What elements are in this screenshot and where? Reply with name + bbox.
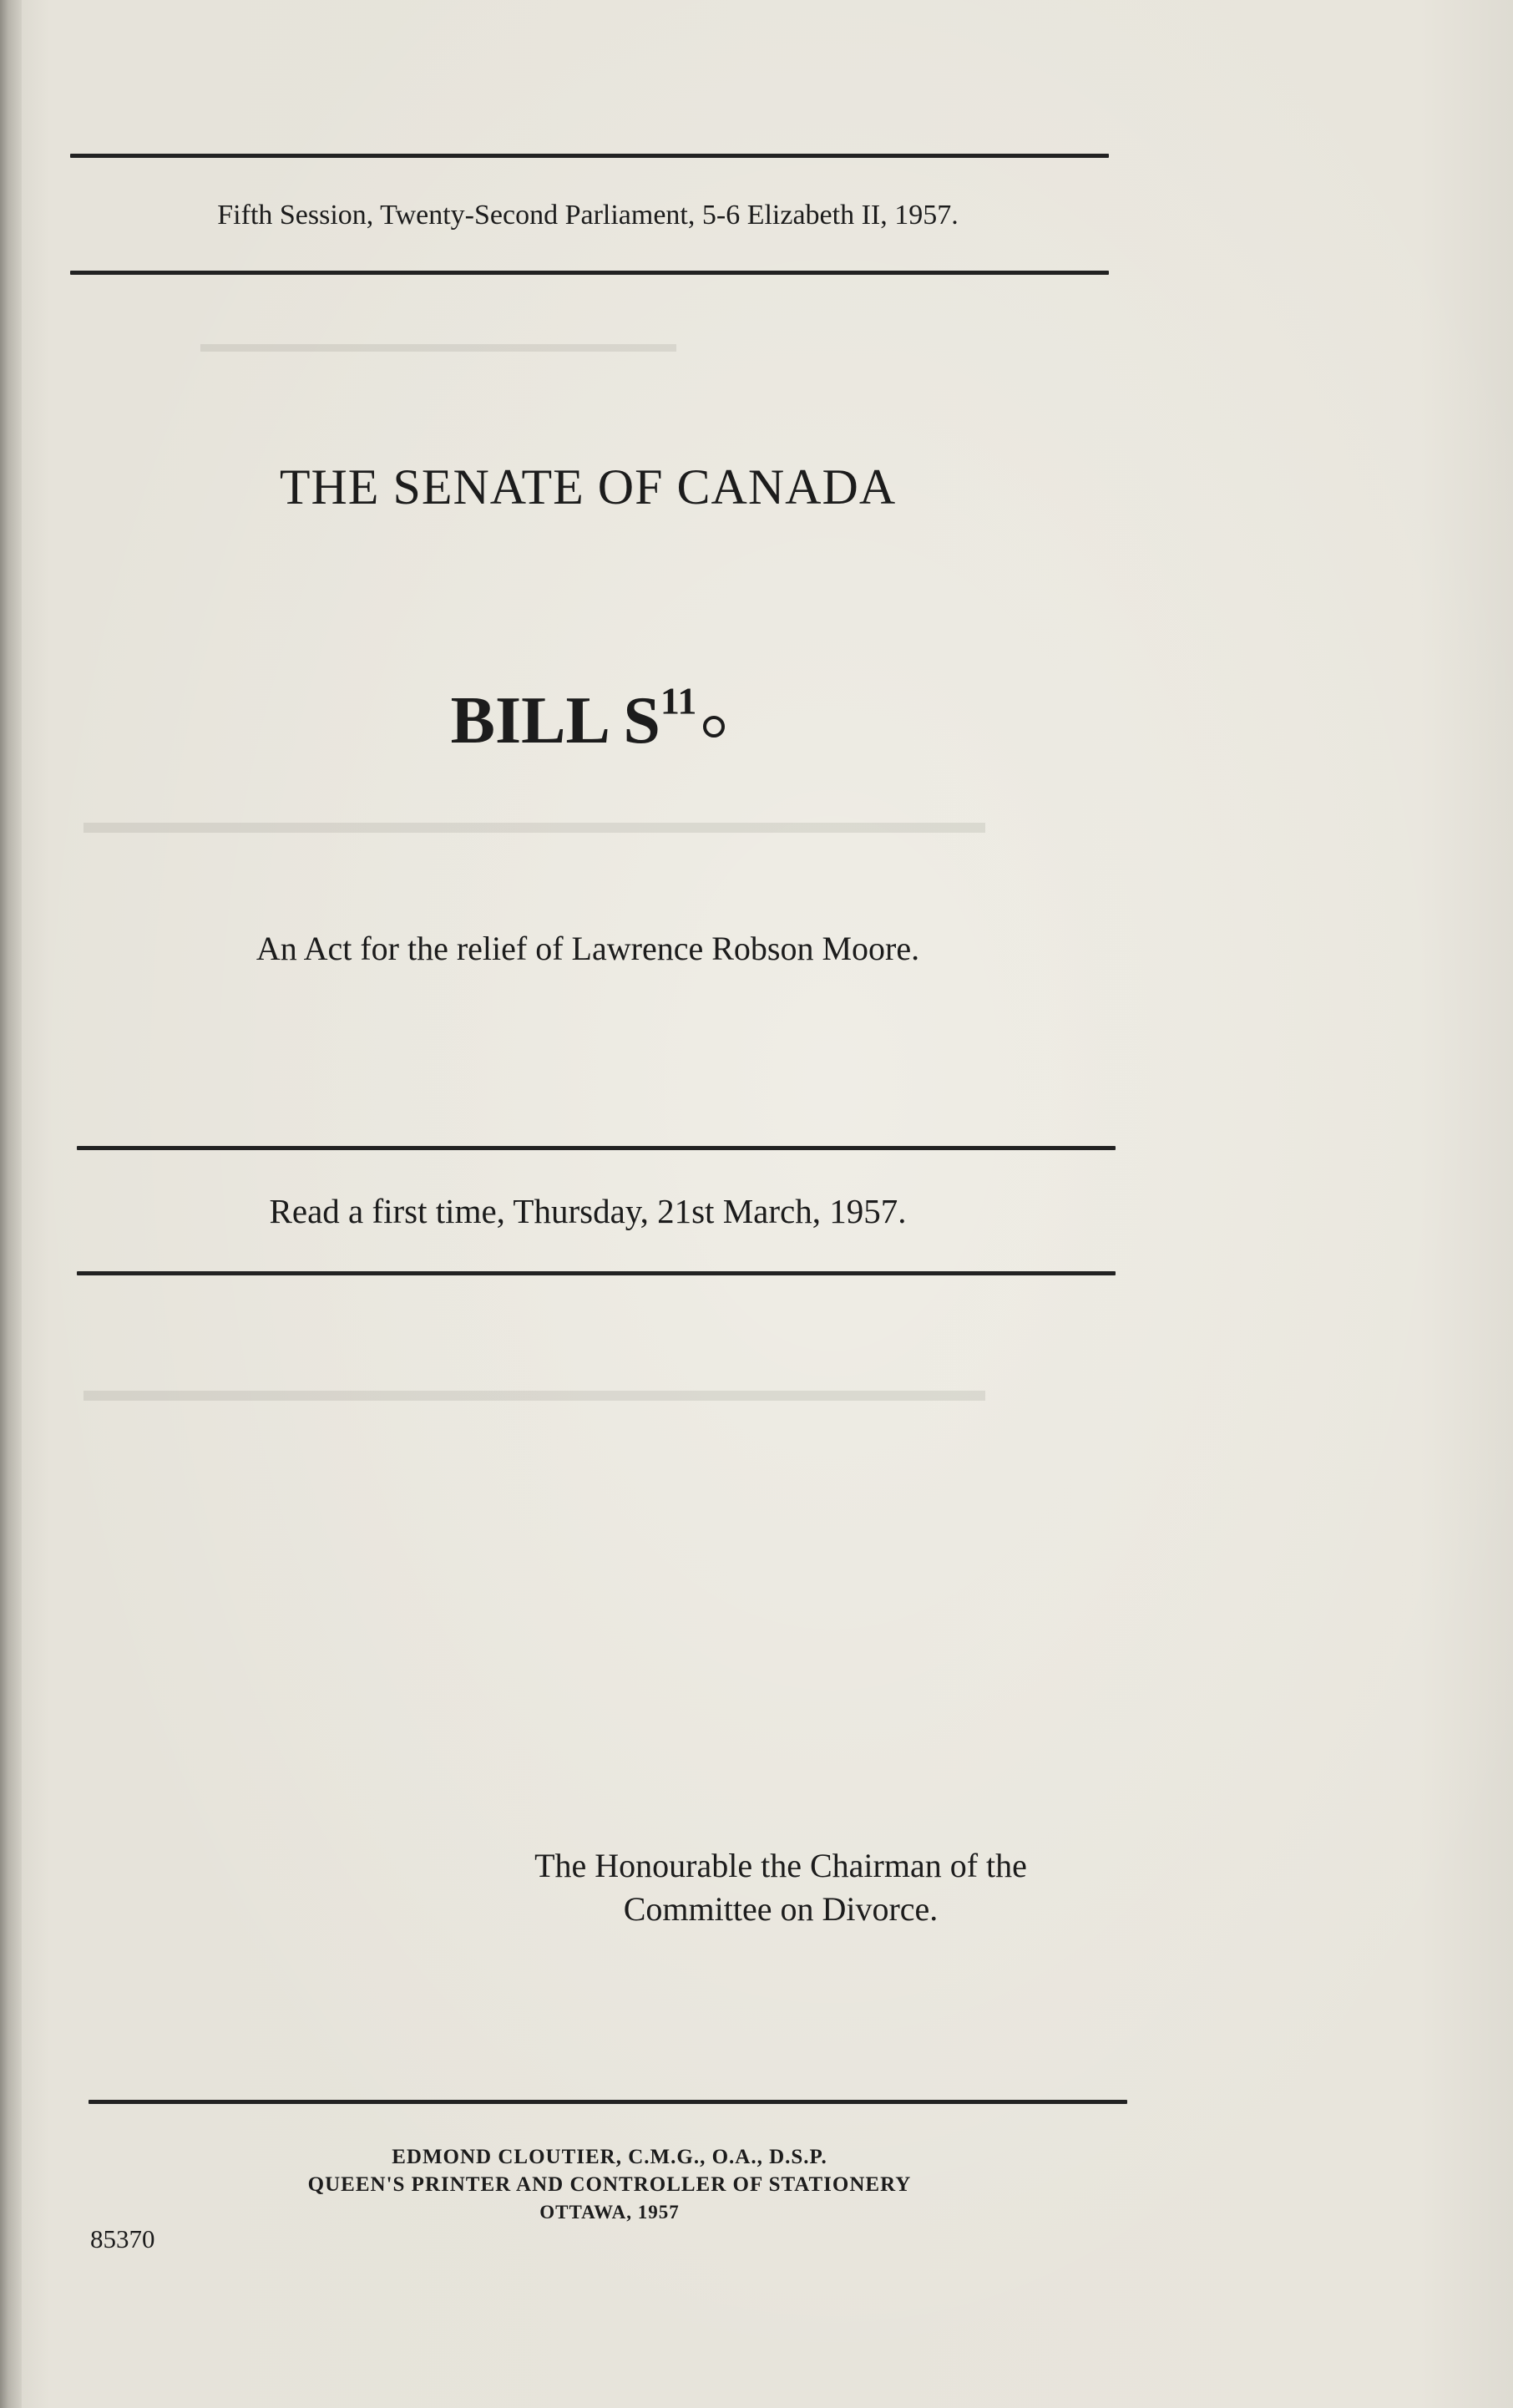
document-number: 85370	[90, 2224, 155, 2253]
act-description: An Act for the relief of Lawrence Robson Moore.	[256, 930, 920, 967]
sponsor-line-2: Committee on Divorce.	[623, 1890, 939, 1928]
bleed-through-text: ▬▬▬▬▬▬▬▬▬▬▬▬▬▬▬▬▬▬▬▬▬▬▬▬▬▬▬	[83, 803, 985, 840]
bill-period-mark	[703, 716, 725, 738]
bill-title	[70, 679, 1106, 758]
imprint-title: QUEEN'S PRINTER AND CONTROLLER OF STATIONERY	[307, 2173, 912, 2196]
bill-number: 11	[660, 679, 697, 722]
bleed-through-text: ▬▬▬▬▬▬▬▬▬▬▬▬▬▬▬▬▬▬▬▬▬▬▬▬▬▬▬	[83, 1371, 985, 1408]
first-reading-line: Read a first time, Thursday, 21st March, 1957.	[269, 1192, 907, 1230]
bleed-through-text: ▬▬▬▬▬▬▬▬▬▬▬▬▬▬▬▬▬▬▬	[200, 330, 676, 357]
reading-rule-lower	[77, 1271, 1116, 1275]
chamber-title: THE SENATE OF CANADA	[279, 459, 897, 515]
top-rule-lower	[70, 271, 1109, 275]
binding-edge	[0, 0, 22, 2408]
top-rule-upper	[70, 154, 1109, 158]
reading-rule-upper	[77, 1146, 1116, 1150]
bill-prefix: BILL S	[450, 684, 660, 758]
session-heading: Fifth Session, Twenty-Second Parliament, 5-6 Elizabeth II, 1957.	[217, 200, 959, 231]
imprint-printer: EDMOND CLOUTIER, C.M.G., O.A., D.S.P.	[392, 2146, 827, 2168]
sponsor-block	[367, 1844, 1194, 1931]
sponsor-line-1: The Honourable the Chairman of the	[534, 1847, 1027, 1884]
imprint-place-year: OTTAWA, 1957	[539, 2202, 680, 2223]
imprint-rule	[89, 2100, 1127, 2104]
